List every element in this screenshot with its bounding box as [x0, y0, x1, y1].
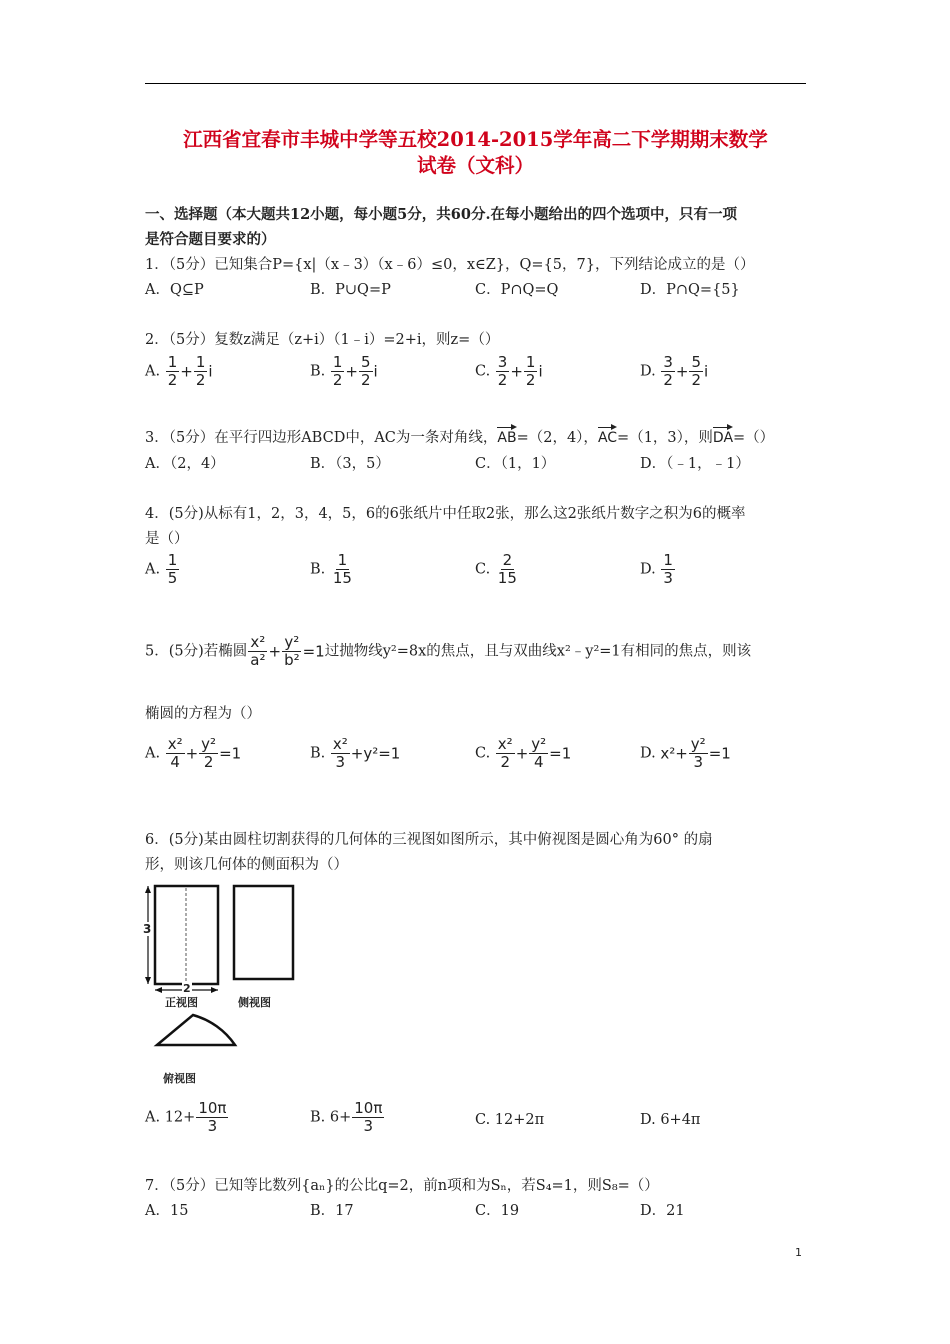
- q2-d-frac1: $\frac{3}{2}$: [663, 353, 673, 389]
- q1-option-b: B．P∪Q=P: [310, 282, 391, 298]
- q5-c-frac2: $\frac{\text{y²}}{4}$: [531, 735, 547, 771]
- q2-b-frac2: $\frac{5}{2}$: [361, 353, 371, 389]
- q4-a-frac: $\frac{1}{5}$: [167, 551, 178, 587]
- q4-option-c: C. $\frac{2}{15}$: [475, 551, 517, 587]
- vector-ac: AC: [598, 424, 617, 446]
- top-view-sector: [157, 1015, 235, 1045]
- q5-c-frac1: $\frac{\text{x²}}{2}$: [497, 735, 513, 771]
- q3-option-d: D．（﹣1，﹣1）: [640, 456, 750, 472]
- q5-d-frac1: $\frac{\text{y²}}{3}$: [690, 735, 706, 771]
- q6-option-d: D. 6+4π: [640, 1112, 701, 1128]
- q2-b-frac1: $\frac{1}{2}$: [332, 353, 343, 389]
- q1-option-c: C．P∩Q=Q: [475, 282, 559, 298]
- section-heading-line-2: 是符合题目要求的）: [145, 231, 276, 248]
- q5-a-frac2: $\frac{\text{y²}}{2}$: [201, 735, 217, 771]
- q6-stem-line-1: 6．(5分)某由圆柱切割获得的几何体的三视图如图所示，其中俯视图是圆心角为60° 的扇: [145, 832, 713, 848]
- height-dimension-label: 3: [143, 922, 152, 936]
- vector-da: DA: [713, 424, 733, 446]
- q7-option-c: C．19: [475, 1203, 520, 1219]
- q2-option-d: D. $\frac{3}{2}$ + $\frac{5}{2}$ i: [640, 353, 709, 389]
- q2-option-a: A. $\frac{1}{2}$ + $\frac{1}{2}$ i: [145, 353, 213, 389]
- q5-ellipse-frac1: $\frac{\text{x²}}{\text{a²}}$: [250, 633, 266, 669]
- top-view-label: 俯视图: [163, 1072, 196, 1085]
- q7-stem: 7．（5分）已知等比数列{aₙ}的公比q=2，前n项和为Sₙ，若S₄=1，则S₈=（）: [145, 1178, 659, 1194]
- q7-option-d: D．21: [640, 1203, 685, 1219]
- q6-option-c: C. 12+2π: [475, 1112, 545, 1128]
- q5-stem-line-1: 5．(5分)若椭圆 $\frac{\text{x²}}{\text{a²}}$ + $\frac{\text{y²}}{\text{b²}}$ =1过抛物线y²=8x的焦点，且与双曲线x²﹣y²=1有相同的焦点，则该: [145, 633, 752, 669]
- q4-option-b: B. $\frac{1}{15}$: [310, 551, 352, 587]
- q4-option-d: D. $\frac{1}{3}$: [640, 551, 673, 587]
- q5-option-b: B. $\frac{\text{x²}}{3}$ +y²=1: [310, 735, 401, 771]
- q4-d-frac: $\frac{1}{3}$: [663, 551, 673, 587]
- q4-b-frac: $\frac{1}{15}$: [332, 551, 352, 587]
- width-dimension-label: 2: [183, 982, 191, 995]
- q3-option-b: B．（3，5）: [310, 456, 390, 472]
- side-view-rect: [234, 886, 293, 979]
- q2-a-frac2: $\frac{1}{2}$: [195, 353, 206, 389]
- q7-option-b: B．17: [310, 1203, 354, 1219]
- vector-ab: AB: [497, 424, 516, 446]
- q6-option-b: B. 6+ $\frac{10\pi}{3}$: [310, 1099, 383, 1135]
- q2-a-label: A.: [145, 363, 161, 380]
- q1-option-a: A．Q⊆P: [145, 282, 204, 298]
- q2-b-label: B.: [310, 363, 326, 380]
- side-view-label: 侧视图: [238, 996, 271, 1009]
- q6-b-frac: $\frac{10\pi}{3}$: [354, 1099, 383, 1135]
- q4-stem-line-1: 4．(5分)从标有1，2，3，4，5，6的6张纸片中任取2张，那么这2张纸片数字之积为6的概率: [145, 506, 746, 522]
- q2-stem: 2．（5分）复数z满足（z+i）（1﹣i）=2+i，则z=（）: [145, 332, 500, 348]
- q5-option-a: A. $\frac{\text{x²}}{4}$ + $\frac{\text{y²}}{2}$ =1: [145, 735, 242, 771]
- q6-option-a: A. 12+ $\frac{10\pi}{3}$: [145, 1099, 227, 1135]
- three-view-figure: [143, 882, 303, 1087]
- q6-stem-line-2: 形，则该几何体的侧面积为（）: [145, 857, 348, 873]
- q2-c-frac2: $\frac{1}{2}$: [525, 353, 536, 389]
- q2-option-c: C. $\frac{3}{2}$ + $\frac{1}{2}$ i: [475, 353, 543, 389]
- q1-stem: 1．（5分）已知集合P={x|（x﹣3）（x﹣6）≤0，x∈Z}，Q={5，7}，下列结论成立的是（）: [145, 257, 755, 273]
- q6-a-frac: $\frac{10\pi}{3}$: [198, 1099, 227, 1135]
- page-number: 1: [795, 1246, 802, 1259]
- q7-option-a: A．15: [145, 1203, 189, 1219]
- q5-stem-line-2: 椭圆的方程为（）: [145, 706, 261, 722]
- q5-ellipse-frac2: $\frac{\text{y²}}{\text{b²}}$: [284, 633, 300, 669]
- q4-stem-line-2: 是（）: [145, 531, 189, 547]
- q2-d-frac2: $\frac{5}{2}$: [691, 353, 701, 389]
- q4-c-frac: $\frac{2}{15}$: [497, 551, 517, 587]
- title-line-2: 试卷（文科）: [416, 154, 534, 177]
- front-view-label: 正视图: [165, 996, 198, 1009]
- q5-option-d: D. x²+ $\frac{\text{y²}}{3}$ =1: [640, 735, 731, 771]
- q2-c-frac1: $\frac{3}{2}$: [497, 353, 508, 389]
- q2-a-frac1: $\frac{1}{2}$: [167, 353, 178, 389]
- title-line-1: 江西省宜春市丰城中学等五校2014-2015学年高二下学期期末数学: [183, 128, 768, 151]
- q5-option-c: C. $\frac{\text{x²}}{2}$ + $\frac{\text{y²}}{4}$ =1: [475, 735, 572, 771]
- header-rule: [145, 83, 806, 84]
- q3-option-a: A．（2，4）: [145, 456, 225, 472]
- q3-option-c: C．（1，1）: [475, 456, 556, 472]
- q1-option-d: D．P∩Q={5}: [640, 282, 740, 298]
- q5-b-frac1: $\frac{\text{x²}}{3}$: [332, 735, 348, 771]
- q3-stem: 3．（5分）在平行四边形ABCD中，AC为一条对角线，AB=（2，4），AC=（1，3），则DA=（）: [145, 424, 774, 447]
- q2-c-label: C.: [475, 363, 491, 380]
- q5-a-frac1: $\frac{\text{x²}}{4}$: [167, 735, 183, 771]
- q2-d-label: D.: [640, 363, 656, 380]
- q2-option-b: B. $\frac{1}{2}$ + $\frac{5}{2}$ i: [310, 353, 378, 389]
- q4-option-a: A. $\frac{1}{5}$: [145, 551, 178, 587]
- section-heading-line-1: 一、选择题（本大题共12小题，每小题5分，共60分.在每小题给出的四个选项中，只有一项: [145, 206, 737, 223]
- three-view-svg: [143, 882, 303, 1087]
